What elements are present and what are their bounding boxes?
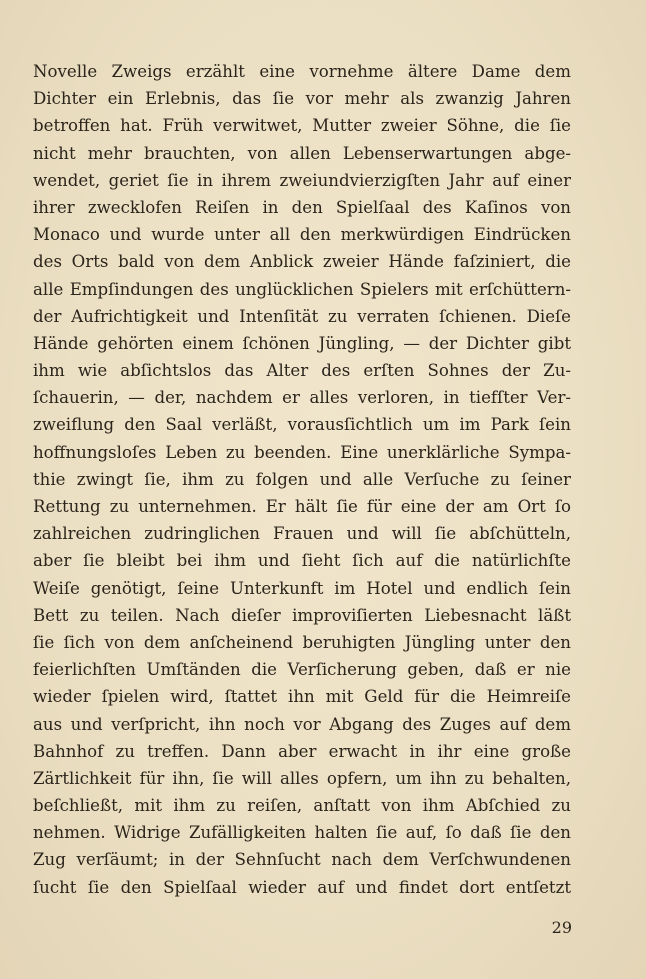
- text-line: ihm wie abſichtslos das Alter des erſten Sohnes der Zu-: [33, 361, 571, 381]
- text-line: feierlichſten Umſtänden die Verſicherung geben, daß er nie: [33, 660, 571, 680]
- text-line: aus und verſpricht, ihn noch vor Abgang des Zuges auf dem: [33, 714, 571, 734]
- text-line: zahlreichen zudringlichen Frauen und will ſie abſchütteln,: [33, 524, 571, 544]
- text-line: des Orts bald von dem Anblick zweier Hände faſziniert, die: [33, 252, 571, 272]
- text-line: Hände gehörten einem ſchönen Jüngling, — der Dichter gibt: [33, 333, 571, 353]
- text-line: Bahnhof zu treffen. Dann aber erwacht in ihr eine große: [33, 741, 571, 761]
- text-line: betroffen hat. Früh verwitwet, Mutter zweier Söhne, die ſie: [33, 116, 571, 136]
- text-line: ihrer zwecklofen Reiſen in den Spielſaal des Kaſinos von: [33, 197, 571, 217]
- text-line: hoffnungsloſes Leben zu beenden. Eine unerklärliche Sympa-: [33, 442, 571, 462]
- page-number: 29: [551, 918, 572, 937]
- text-line: Monaco und wurde unter all den merkwürdigen Eindrücken: [33, 225, 571, 245]
- text-line: nehmen. Widrige Zufälligkeiten halten ſie auf, ſo daß ſie den: [33, 823, 571, 843]
- text-line: Novelle Zweigs erzählt eine vornehme ältere Dame dem: [33, 62, 571, 81]
- text-line: Zug verſäumt; in der Sehnſucht nach dem Verſchwundenen: [33, 850, 571, 870]
- text-line: ſucht ſie den Spielſaal wieder auf und findet dort entſetzt: [33, 877, 571, 897]
- text-line: ſchauerin, — der, nachdem er alles verloren, in tiefſter Ver-: [33, 388, 571, 408]
- body-text: [33, 58, 571, 901]
- text-line: Dichter ein Erlebnis, das ſie vor mehr als zwanzig Jahren: [33, 89, 571, 109]
- text-line: Rettung zu unternehmen. Er hält ſie für eine der am Ort ſo: [33, 497, 571, 516]
- text-line: thie zwingt ſie, ihm zu folgen und alle Verſuche zu ſeiner: [33, 469, 571, 489]
- text-line: nicht mehr brauchten, von allen Lebenserwartungen abge-: [33, 143, 571, 163]
- text-line: ſie ſich von dem anſcheinend beruhigten Jüngling unter den: [33, 632, 571, 652]
- text-line: Weiſe genötigt, ſeine Unterkunft im Hotel und endlich ſein: [33, 578, 571, 598]
- text-line: Bett zu teilen. Nach dieſer improviſierten Liebesnacht läßt: [33, 605, 571, 625]
- text-line: wieder ſpielen wird, ſtattet ihn mit Geld für die Heimreiſe: [33, 687, 571, 707]
- text-line: beſchließt, mit ihm zu reiſen, anſtatt von ihm Abſchied zu: [33, 796, 571, 816]
- text-line: aber ſie bleibt bei ihm und ſieht ſich auf die natürlichſte: [33, 551, 571, 571]
- text-line: Zärtlichkeit für ihn, ſie will alles opfern, um ihn zu behalten,: [33, 768, 571, 788]
- text-line: zweiflung den Saal verläßt, vorausſichtlich um im Park ſein: [33, 415, 571, 435]
- text-line: der Aufrichtigkeit und Intenſität zu verraten ſchienen. Dieſe: [33, 306, 571, 326]
- text-line: alle Empſindungen des unglücklichen Spielers mit erſchüttern-: [33, 279, 571, 299]
- text-line: wendet, geriet ſie in ihrem zweiundvierzigſten Jahr auf einer: [33, 170, 571, 190]
